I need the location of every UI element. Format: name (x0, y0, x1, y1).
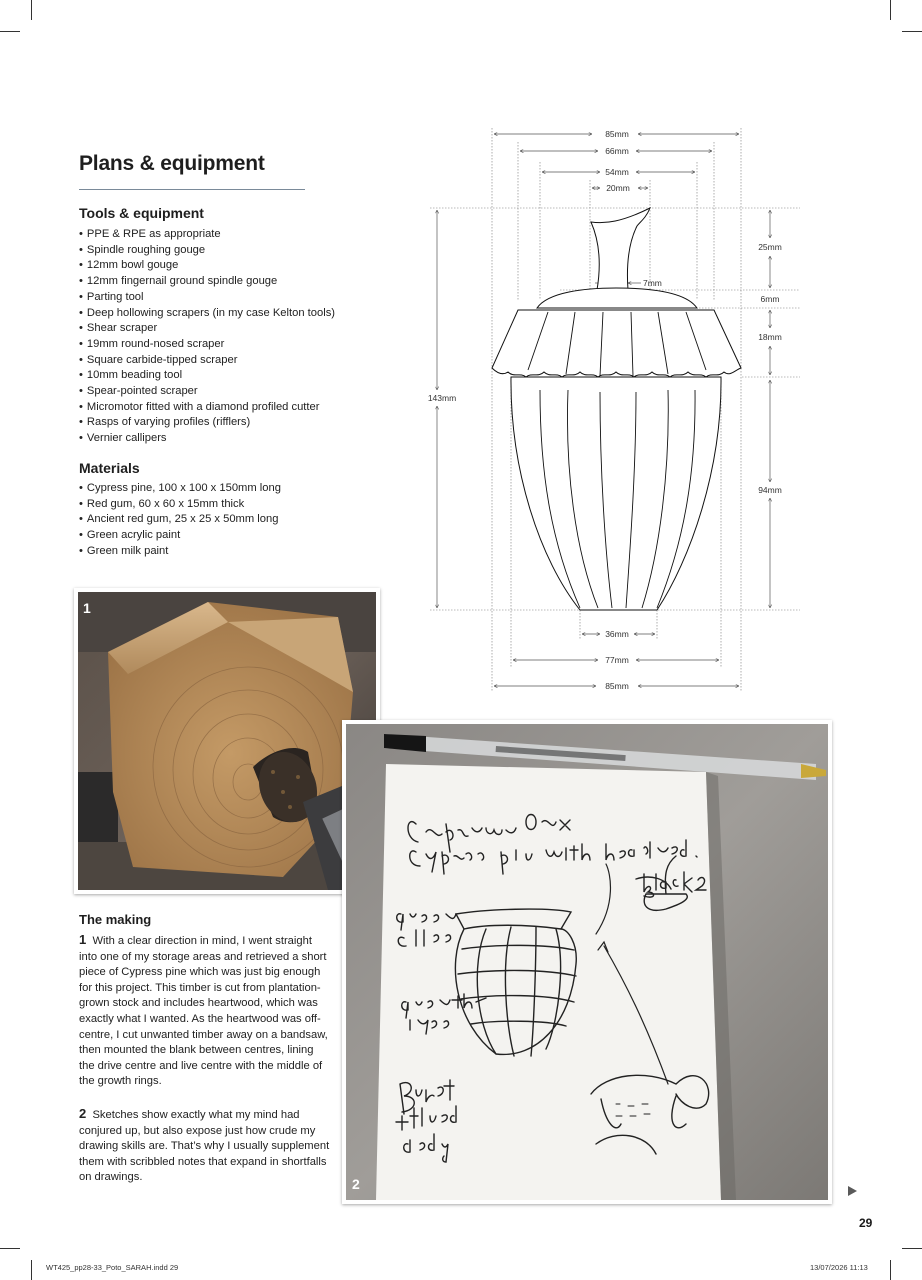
dim-label-94: 94mm (758, 485, 782, 495)
list-item: • Cypress pine, 100 x 100 x 150mm long (79, 481, 379, 497)
list-item: • Square carbide-tipped scraper (79, 353, 379, 369)
making-step-1 (79, 932, 331, 1090)
list-item: • Spindle roughing gouge (79, 243, 379, 259)
making-text (79, 932, 331, 1202)
list-item: • Vernier callipers (79, 431, 379, 447)
step-number: 1 (79, 932, 87, 947)
lid (537, 288, 697, 308)
dim-label-143: 143mm (427, 393, 457, 403)
photo-2-sketch (346, 724, 828, 1200)
body (511, 377, 721, 610)
technical-drawing (420, 120, 810, 695)
step-number: 2 (79, 1105, 87, 1121)
heading-rule (79, 189, 305, 190)
list-item: • Deep hollowing scrapers (in my case Kelton tools) (79, 306, 379, 322)
dim-label-7: 7mm (643, 278, 662, 288)
crop-mark (902, 31, 922, 32)
list-item: • Micromotor fitted with a diamond profiled cutter (79, 400, 379, 416)
next-page-arrow-icon[interactable] (848, 1186, 857, 1196)
step-text: Sketches show exactly what my mind had conjured up, but also expose just how crude my drawing skills are. That’s why I usually supplement them with scribbled notes that expand in shortfalls on drawings. (79, 1108, 330, 1184)
finial (591, 208, 650, 290)
page-number: 29 (859, 1216, 873, 1230)
list-item: • Parting tool (79, 290, 379, 306)
crop-mark (890, 1260, 891, 1280)
materials-list (79, 481, 379, 560)
dim-label-18: 18mm (758, 332, 782, 342)
making-heading: The making (79, 912, 152, 927)
dim-label-20: 20mm (606, 183, 630, 193)
list-item: • Shear scraper (79, 321, 379, 337)
list-item: • Rasps of varying profiles (rifflers) (79, 415, 379, 431)
tools-list (79, 227, 379, 447)
list-item: • Red gum, 60 x 60 x 15mm thick (79, 497, 379, 513)
photo-1-number: 1 (83, 600, 91, 616)
dim-label-25: 25mm (758, 242, 782, 252)
dim-label-36: 36mm (605, 629, 629, 639)
footer-filename: WT425_pp28-33_Poto_SARAH.indd 29 (46, 1263, 179, 1272)
dim-label-6: 6mm (760, 294, 780, 304)
photo-2-frame (342, 720, 832, 1204)
list-item: • 12mm fingernail ground spindle gouge (79, 274, 379, 290)
crop-mark (0, 31, 20, 32)
footer-datetime: 13/07/2026 11:13 (810, 1263, 868, 1272)
making-step-2 (79, 1106, 331, 1186)
dim-label-77: 77mm (605, 655, 629, 665)
dim-label-54: 54mm (605, 167, 629, 177)
list-item: • Ancient red gum, 25 x 25 x 50mm long (79, 512, 379, 528)
tools-heading: Tools & equipment (79, 205, 204, 221)
step-text: With a clear direction in mind, I went straight into one of my storage areas and retrieved a short piece of Cypress pine which was just big enough for this project. This timber is cut from plantation-grown stock and includes heartwood, which was exactly what I wanted. As the heartwood was off-centre, I cut unwanted timber away on a bandsaw, then mounted the blank between centres, lining the drive centre and live centre with the middle of the growth rings. (79, 935, 328, 1088)
dim-label-66: 66mm (605, 146, 629, 156)
photo-1-lathe-blank (78, 592, 376, 890)
photo-1-frame (74, 588, 380, 894)
crop-mark (0, 1248, 20, 1249)
dim-label-85-bottom: 85mm (605, 681, 629, 691)
page-title: Plans & equipment (79, 152, 265, 175)
crop-mark (902, 1248, 922, 1249)
box-outline (492, 208, 741, 610)
crop-mark (890, 0, 891, 20)
crop-mark (31, 1260, 32, 1280)
materials-heading: Materials (79, 460, 140, 476)
list-item: • Green acrylic paint (79, 528, 379, 544)
crop-mark (31, 0, 32, 20)
list-item: • Spear-pointed scraper (79, 384, 379, 400)
list-item: • Green milk paint (79, 544, 379, 560)
photo-2-number: 2 (352, 1176, 360, 1192)
list-item: • PPE & RPE as appropriate (79, 227, 379, 243)
list-item: • 12mm bowl gouge (79, 258, 379, 274)
dim-label-85-top: 85mm (605, 129, 629, 139)
list-item: • 19mm round-nosed scraper (79, 337, 379, 353)
list-item: • 10mm beading tool (79, 368, 379, 384)
